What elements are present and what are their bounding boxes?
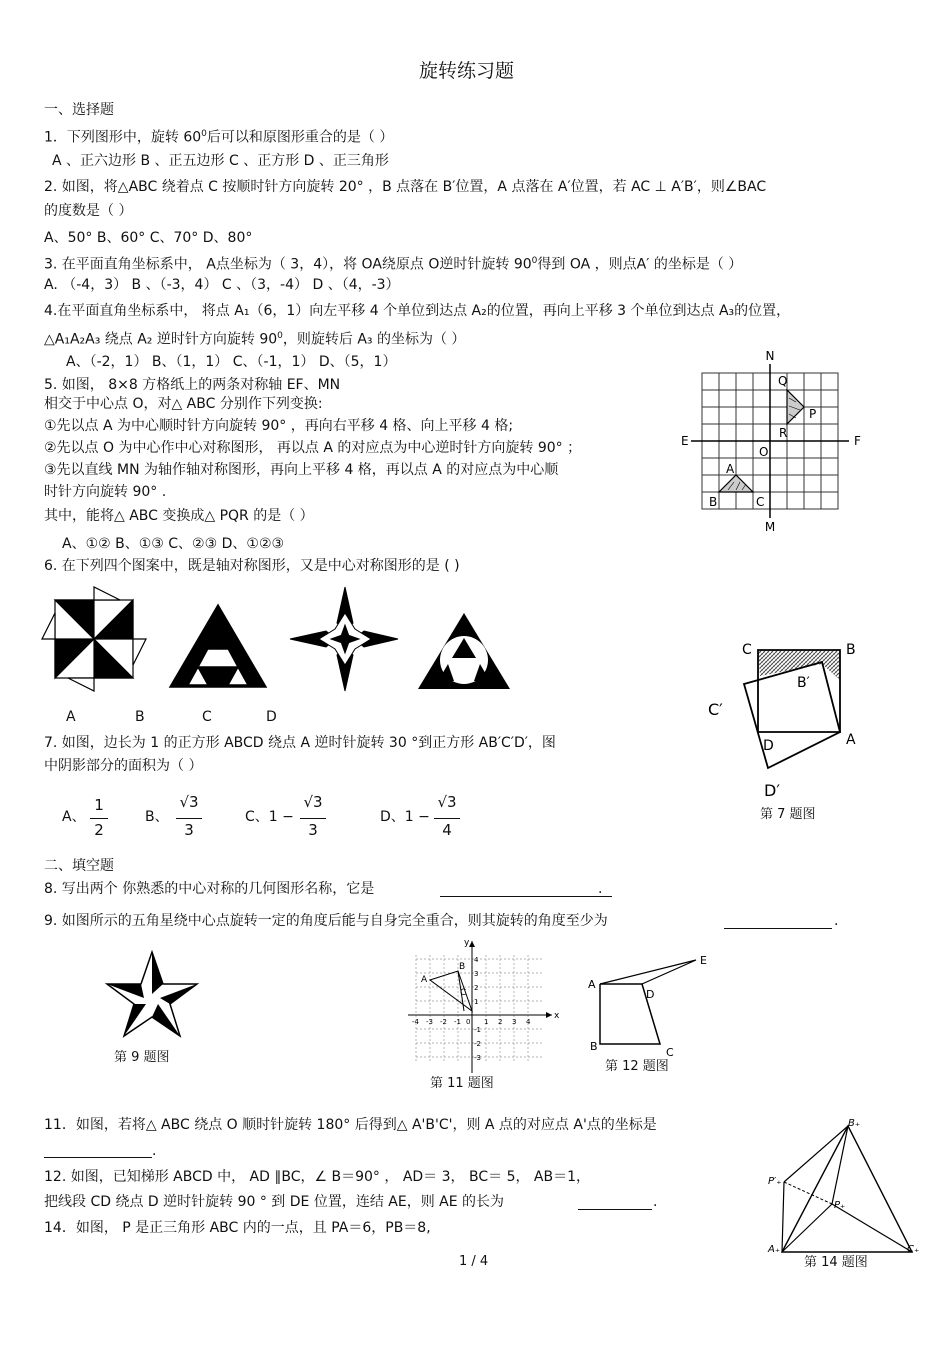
- question-1-options: A 、正六边形 B 、正五边形 C 、正方形 D 、正三角形: [52, 153, 389, 169]
- question-14: 14．如图， P 是正三角形 ABC 内的一点，且 PA＝6，PB＝8,: [44, 1220, 431, 1236]
- label-N: N: [765, 349, 775, 363]
- fig12-trapezoid-figure: [582, 950, 717, 1065]
- q7-label-B-prime: B′: [797, 675, 810, 691]
- section-heading-fill: 二、填空题: [44, 858, 114, 874]
- fig12-label-E: E: [700, 954, 707, 967]
- q9-answer-blank: [724, 928, 832, 929]
- question-1: 1．下列图形中，旋转 $60^0$后可以和原图形重合的是（ ）: [44, 129, 394, 146]
- label-B: B: [709, 495, 718, 509]
- question-12: 12. 如图，已知梯形 ABCD 中， AD ∥BC，∠ B＝90° ， AD＝ 3， BC＝ 5， AB＝1，: [44, 1169, 591, 1185]
- question-6: 6. 在下列四个图案中，既是轴对称图形，又是中心对称图形的是 ( ): [44, 558, 460, 574]
- q7-label-C: C: [742, 642, 752, 658]
- q11-answer-blank: [44, 1157, 152, 1158]
- fig11-coordinate-grid: [402, 935, 562, 1075]
- q7-option-b: B、: [145, 809, 169, 825]
- question-5-options: A、①② B、①③ C、②③ D、①②③: [62, 536, 285, 552]
- q8-end: .: [598, 881, 603, 897]
- question-5-line6: 时针方向旋转 90° .: [44, 484, 167, 500]
- pattern-label-c: C: [202, 709, 212, 725]
- fig11-xtick: 2: [498, 1018, 503, 1026]
- q7-option-b-numerator: √3: [179, 793, 199, 811]
- q7-option-a-denominator: 2: [94, 821, 104, 839]
- question-2-options: A、50° B、60° C、70° D、80°: [44, 230, 253, 246]
- q7-option-b-denominator: 3: [184, 821, 194, 839]
- fig12-label-B: B: [590, 1040, 598, 1053]
- label-C: C: [756, 495, 765, 509]
- fig11-label-B: B: [459, 962, 466, 972]
- fig14-label-P: P₊: [834, 1200, 846, 1211]
- q7-caption: 第 7 题图: [760, 807, 816, 822]
- pattern-c-star: [290, 587, 398, 691]
- fig14-label-B: B₊: [848, 1118, 861, 1129]
- pattern-a-pinwheel: [42, 587, 146, 691]
- page-title: 旋转练习题: [419, 60, 515, 82]
- fig11-xtick: 1: [484, 1018, 489, 1026]
- label-Q: Q: [778, 374, 788, 388]
- fig11-xtick: 3: [512, 1018, 517, 1026]
- fig12-label-A: A: [588, 978, 596, 991]
- fig11-y-label: y: [464, 938, 470, 948]
- q7-option-c-fraction-bar: [300, 818, 326, 819]
- question-2: 2. 如图，将△ABC 绕着点 C 按顺时针方向旋转 20° ，B 点落在 B′位置，A 点落在 A′位置，若 AC ⊥ A′B′，则∠BAC: [44, 179, 767, 195]
- q7-option-a: A、: [62, 809, 86, 825]
- fig14-triangle-figure: [762, 1112, 922, 1272]
- q5-grid-figure: [676, 346, 866, 536]
- q7-option-a-fraction-bar: [90, 818, 108, 819]
- q6-patterns: [40, 585, 520, 700]
- fig11-ytick: 3: [474, 970, 479, 978]
- q9-star-figure: [104, 948, 200, 1040]
- section-heading-choice: 一、选择题: [44, 102, 114, 118]
- question-8: 8. 写出两个 你熟悉的中心对称的几何图形名称，它是: [44, 881, 375, 897]
- question-5-line7: 其中，能将△ ABC 变换成△ PQR 的是（ ）: [44, 508, 314, 524]
- fig11-caption: 第 11 题图: [430, 1076, 494, 1091]
- question-11: 11．如图，若将△ ABC 绕点 O 顺时针旋转 180° 后得到△ A'B'C'，则 A 点的对应点 A'点的坐标是: [44, 1117, 657, 1133]
- q8-answer-blank: [440, 896, 612, 897]
- fig11-ytick: 1: [474, 998, 479, 1006]
- question-12-cont: 把线段 CD 绕点 D 逆时针旋转 90 ° 到 DE 位置，连结 AE，则 AE 的长为: [44, 1194, 505, 1210]
- fig14-label-P-prime: P′₊: [768, 1176, 782, 1187]
- fig11-ytick: -3: [474, 1054, 481, 1062]
- question-4-cont: △A₁A₂A₃ 绕点 A₂ 逆时针方向旋转 $90^0$，则旋转后 A₃ 的坐标为（ ）: [44, 331, 466, 348]
- label-P: P: [809, 407, 817, 421]
- question-3-options: A. （-4，3） B 、（-3，4） C 、（3，-4） D 、（4，-3）: [44, 277, 400, 293]
- q7-label-D: D: [763, 738, 774, 754]
- label-F: F: [854, 434, 861, 448]
- question-4-options: A、（-2，1） B、（1，1） C、（-1，1） D、（5，1）: [66, 354, 397, 370]
- question-4: 4.在平面直角坐标系中， 将点 A₁（6，1）向左平移 4 个单位到达点 A₂的位置，再向上平移 3 个单位到达点 A₃的位置，: [44, 303, 791, 319]
- question-9: 9. 如图所示的五角星绕中心点旋转一定的角度后能与自身完全重合，则其旋转的角度至少为: [44, 913, 608, 929]
- fig11-ytick: -2: [474, 1040, 481, 1048]
- question-5-line3: ①先以点 A 为中心顺时针方向旋转 90° ，再向右平移 4 格、向上平移 4 格;: [44, 418, 514, 434]
- fig11-xtick: -4: [412, 1018, 419, 1026]
- fig11-xtick: -1: [454, 1018, 461, 1026]
- q9-caption: 第 9 题图: [114, 1050, 170, 1065]
- q7-option-a-numerator: 1: [94, 796, 104, 814]
- fig11-xtick: -2: [440, 1018, 447, 1026]
- fig11-ytick: 2: [474, 984, 479, 992]
- fig12-label-D: D: [646, 988, 655, 1001]
- fig11-xtick: 0: [466, 1018, 471, 1026]
- question-3: 3. 在平面直角坐标系中， A点坐标为（ 3，4），将 OA绕原点 O逆时针旋转 $90^0$得到 OA ，则点A′ 的坐标是（ ）: [44, 256, 743, 273]
- fig11-label-A: A: [421, 975, 428, 985]
- fig14-label-C: C₊: [907, 1244, 920, 1255]
- fig11-ytick: -1: [474, 1026, 481, 1034]
- fig11-xtick: -3: [426, 1018, 433, 1026]
- fig12-label-C: C: [666, 1046, 674, 1059]
- fig11-label-C: C: [460, 988, 467, 998]
- question-5-line4: ②先以点 O 为中心作中心对称图形， 再以点 A 的对应点为中心逆时针方向旋转 90° ；: [44, 440, 582, 456]
- q7-option-c-denominator: 3: [308, 821, 318, 839]
- label-A: A: [726, 462, 735, 476]
- q12-end: .: [653, 1194, 658, 1210]
- pattern-b-triangle: [170, 605, 266, 687]
- q7-option-d: D、1 −: [380, 809, 430, 825]
- q7-label-D-prime: D′: [764, 781, 780, 800]
- q7-square-figure: [700, 636, 870, 811]
- pattern-d-circle-triangle: [418, 613, 510, 689]
- question-7-cont: 中阴影部分的面积为（ ）: [44, 758, 203, 774]
- pattern-label-a: A: [66, 709, 76, 725]
- fig11-ytick: 4: [474, 956, 479, 964]
- q12-answer-blank: [578, 1209, 652, 1210]
- question-5-line2: 相交于中心点 O，对△ ABC 分别作下列变换:: [44, 396, 323, 412]
- fig11-xtick: 4: [526, 1018, 531, 1026]
- fig11-x-label: x: [554, 1011, 560, 1021]
- q7-option-d-fraction-bar: [434, 818, 460, 819]
- question-7: 7. 如图，边长为 1 的正方形 ABCD 绕点 A 逆时针旋转 30 °到正方形 AB′C′D′，图: [44, 735, 556, 751]
- fig14-label-A: A₊: [768, 1244, 781, 1255]
- q9-end: .: [834, 913, 839, 929]
- q7-option-b-fraction-bar: [176, 818, 202, 819]
- q7-label-C-prime: C′: [708, 700, 723, 719]
- q7-option-d-numerator: √3: [437, 793, 457, 811]
- q7-label-B: B: [846, 642, 856, 658]
- q7-label-A: A: [846, 732, 856, 748]
- pattern-label-b: B: [135, 709, 145, 725]
- question-5-line5: ③先以直线 MN 为轴作轴对称图形，再向上平移 4 格，再以点 A 的对应点为中心顺: [44, 462, 559, 478]
- label-R: R: [779, 426, 788, 440]
- label-O: O: [759, 445, 769, 459]
- question-2-cont: 的度数是（ ）: [44, 203, 133, 219]
- page-number: 1 / 4: [459, 1254, 489, 1269]
- pattern-label-d: D: [266, 709, 277, 725]
- question-5: 5. 如图， 8×8 方格纸上的两条对称轴 EF、MN: [44, 377, 341, 393]
- q7-option-d-denominator: 4: [442, 821, 452, 839]
- label-M: M: [764, 520, 776, 534]
- q7-option-c-numerator: √3: [303, 793, 323, 811]
- fig14-caption: 第 14 题图: [804, 1255, 868, 1270]
- fig12-caption: 第 12 题图: [605, 1059, 669, 1074]
- q11-end: .: [152, 1143, 157, 1159]
- q7-option-c: C、1 −: [245, 809, 294, 825]
- label-E: E: [681, 434, 689, 448]
